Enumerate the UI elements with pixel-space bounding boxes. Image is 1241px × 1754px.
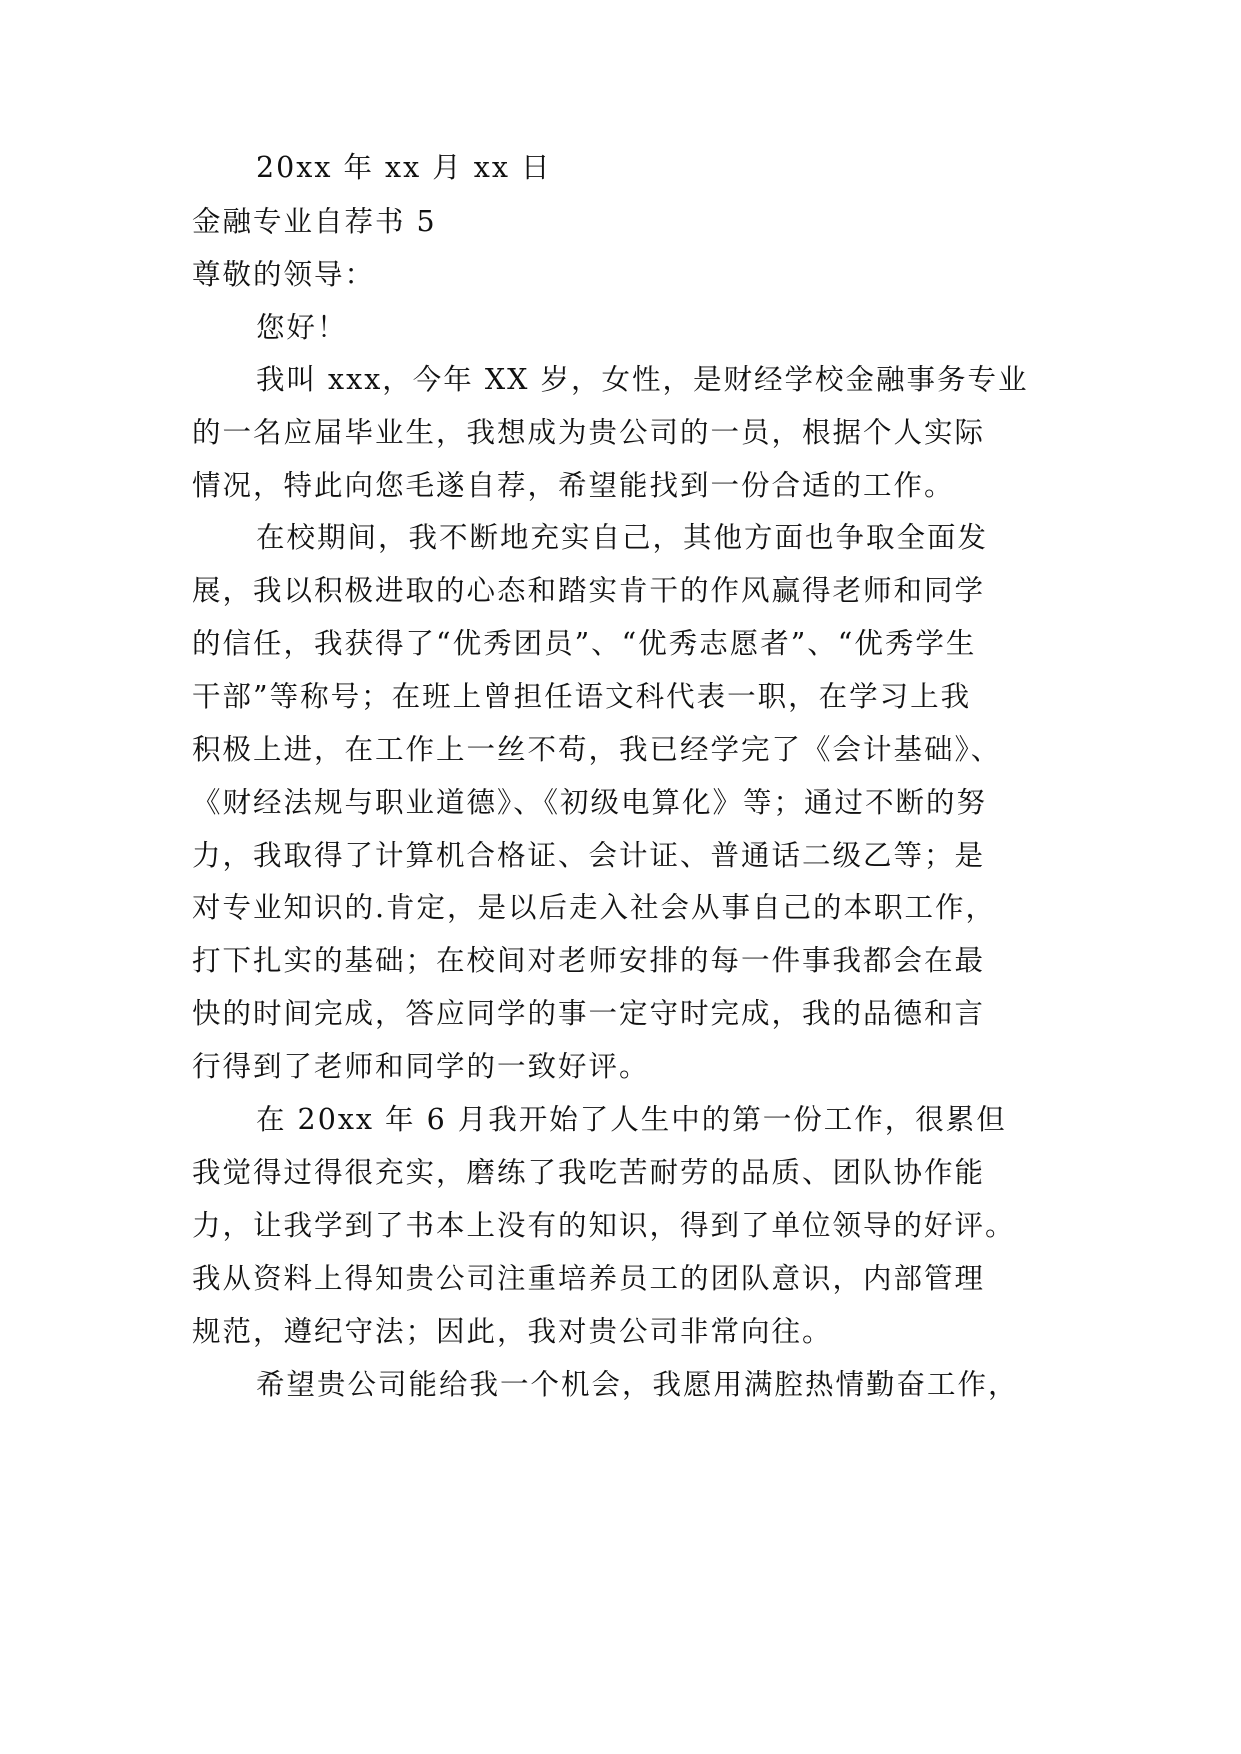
body-line: 积极上进，在工作上一丝不苟，我已经学完了《会计基础》、 (192, 733, 1002, 766)
body-line: 在校期间，我不断地充实自己，其他方面也争取全面发 (256, 521, 989, 554)
date-line: 20xx 年 xx 月 xx 日 (256, 151, 552, 184)
body-line: 对专业知识的.肯定，是以后走入社会从事自己的本职工作， (192, 891, 997, 924)
body-line: 我从资料上得知贵公司注重培养员工的团队意识，内部管理 (192, 1262, 986, 1295)
salutation: 尊敬的领导： (192, 258, 376, 291)
document-title: 金融专业自荐书 5 (192, 205, 437, 238)
body-line: 我叫 xxx，今年 XX 岁，女性，是财经学校金融事务专业 (256, 363, 1029, 396)
body-line: 快的时间完成，答应同学的事一定守时完成，我的品德和言 (192, 997, 986, 1030)
body-line: 行得到了老师和同学的一致好评。 (192, 1050, 650, 1083)
body-line: 规范，遵纪守法；因此，我对贵公司非常向往。 (192, 1315, 833, 1348)
body-line: 打下扎实的基础；在校间对老师安排的每一件事我都会在最 (192, 944, 986, 977)
body-line: 在 20xx 年 6 月我开始了人生中的第一份工作，很累但 (256, 1103, 1007, 1136)
body-line: 干部”等称号；在班上曾担任语文科代表一职，在学习上我 (192, 680, 972, 713)
body-line: 希望贵公司能给我一个机会，我愿用满腔热情勤奋工作， (256, 1368, 1019, 1401)
body-line: 力，让我学到了书本上没有的知识，得到了单位领导的好评。 (192, 1209, 1016, 1242)
body-line: 力，我取得了计算机合格证、会计证、普通话二级乙等；是 (192, 839, 986, 872)
body-line: 展，我以积极进取的心态和踏实肯干的作风赢得老师和同学 (192, 574, 986, 607)
body-line: 情况，特此向您毛遂自荐，希望能找到一份合适的工作。 (192, 469, 955, 502)
body-line: 《财经法规与职业道德》、《初级电算化》等；通过不断的努 (192, 786, 988, 819)
body-line: 的信任，我获得了“优秀团员”、“优秀志愿者”、“优秀学生 (192, 627, 977, 660)
body-line: 我觉得过得很充实，磨练了我吃苦耐劳的品质、团队协作能 (192, 1156, 986, 1189)
body-line: 的一名应届毕业生，我想成为贵公司的一员，根据个人实际 (192, 416, 986, 449)
greeting: 您好！ (256, 311, 348, 344)
